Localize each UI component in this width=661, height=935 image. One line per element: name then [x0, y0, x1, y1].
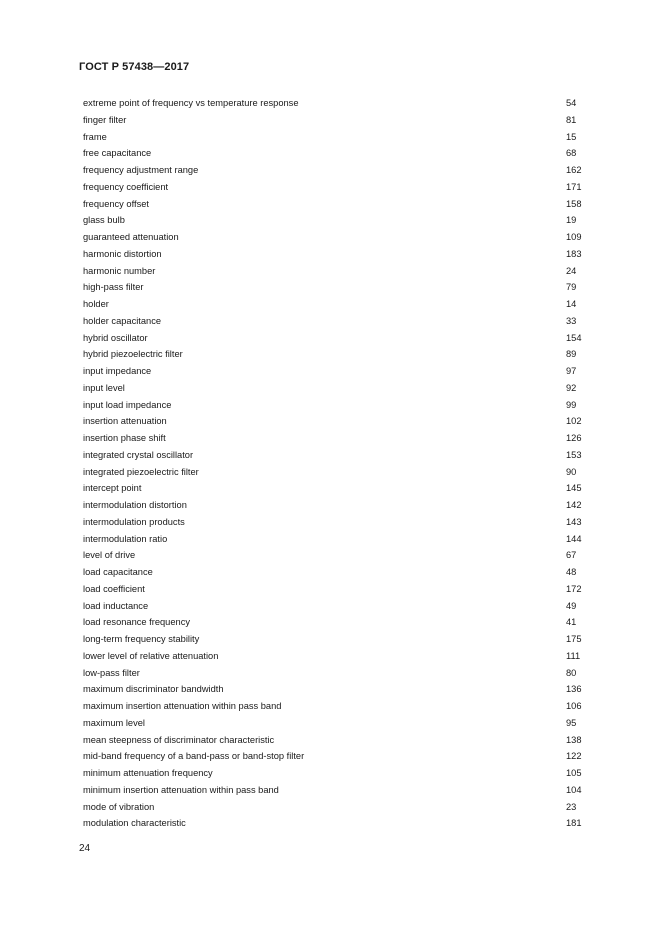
index-page-reference: 183 [566, 248, 582, 259]
index-term: hybrid piezoelectric filter [83, 349, 183, 360]
index-term: load coefficient [83, 583, 145, 594]
index-term: load inductance [83, 600, 149, 611]
index-term: finger filter [83, 114, 127, 125]
index-page-reference: 81 [566, 114, 577, 125]
index-page-reference: 143 [566, 516, 582, 527]
index-term: maximum level [83, 717, 145, 728]
index-term: frequency coefficient [83, 181, 169, 192]
index-row [83, 748, 583, 765]
index-page-reference: 154 [566, 332, 582, 343]
index-row [83, 162, 583, 179]
index-row [83, 564, 583, 581]
index-row [83, 397, 583, 414]
index-row [83, 648, 583, 665]
index-page-reference: 138 [566, 734, 582, 745]
index-row [83, 430, 583, 447]
index-row [83, 765, 583, 782]
index-term: integrated crystal oscillator [83, 449, 194, 460]
index-term: load capacitance [83, 567, 153, 577]
index-term: input level [83, 382, 125, 393]
index-row [83, 480, 583, 497]
index-term: frame [83, 131, 107, 142]
index-row [83, 681, 583, 698]
index-term: maximum insertion attenuation within pass band [83, 701, 282, 711]
index-row [83, 363, 583, 380]
index-page-reference: 145 [566, 483, 582, 494]
index-page-reference: 181 [566, 818, 582, 829]
index-row [83, 380, 583, 397]
index-row [83, 598, 583, 615]
index-page-reference: 15 [566, 131, 577, 142]
index-row [83, 263, 583, 280]
index-row [83, 514, 583, 531]
index-row [83, 732, 583, 749]
index-term: free capacitance [83, 148, 152, 159]
index-page-reference: 68 [566, 148, 577, 159]
index-page-reference: 80 [566, 667, 577, 678]
index-page-reference: 99 [566, 399, 577, 410]
index-page-reference: 171 [566, 181, 582, 192]
index-term: load resonance frequency [83, 617, 190, 628]
index-page-reference: 102 [566, 416, 582, 427]
index-term: low-pass filter [83, 667, 140, 678]
index-term: long-term frequency stability [83, 634, 200, 644]
index-row [83, 547, 583, 564]
index-page-reference: 49 [566, 600, 577, 611]
index-page-reference: 153 [566, 449, 582, 460]
index-term: lower level of relative attenuation [83, 650, 219, 661]
index-term: input load impedance [83, 399, 172, 410]
index-term: insertion attenuation [83, 416, 167, 427]
index-page-reference: 54 [566, 98, 577, 108]
index-row [83, 715, 583, 732]
index-term: intermodulation ratio [83, 533, 168, 544]
index-term: frequency offset [83, 198, 149, 209]
index-row [83, 815, 583, 832]
index-term: extreme point of frequency vs temperature response [83, 98, 299, 108]
index-row [83, 246, 583, 263]
index-term: integrated piezoelectric filter [83, 466, 199, 477]
index-row [83, 229, 583, 246]
index-row [83, 95, 583, 112]
index-row [83, 279, 583, 296]
index-page-reference: 158 [566, 198, 582, 209]
index-row [83, 614, 583, 631]
index-page-reference: 122 [566, 751, 582, 762]
index-row [83, 212, 583, 229]
index-row [83, 313, 583, 330]
index-term: holder [83, 299, 109, 309]
index-page-reference: 48 [566, 567, 577, 577]
index-term: guaranteed attenuation [83, 232, 179, 242]
index-row [83, 413, 583, 430]
index-page-reference: 97 [566, 366, 577, 376]
index-term: maximum discriminator bandwidth [83, 684, 224, 695]
index-term: harmonic number [83, 265, 156, 276]
index-term: mode of vibration [83, 801, 155, 812]
index-page-reference: 14 [566, 299, 577, 309]
index-page-reference: 105 [566, 768, 582, 778]
index-page-reference: 92 [566, 382, 577, 393]
index-term: insertion phase shift [83, 433, 166, 443]
index-page-reference: 41 [566, 617, 577, 628]
index-row [83, 799, 583, 816]
index-term: glass bulb [83, 215, 125, 226]
index-row [83, 346, 583, 363]
index-row [83, 698, 583, 715]
index-term: intermodulation products [83, 516, 185, 527]
index-row [83, 129, 583, 146]
index-row [83, 196, 583, 213]
index-page-reference: 111 [566, 650, 581, 661]
index-page-reference: 79 [566, 282, 577, 293]
index-row [83, 145, 583, 162]
index-page-reference: 136 [566, 684, 582, 695]
index-row [83, 665, 583, 682]
index-page-reference: 104 [566, 784, 582, 795]
index-page-reference: 175 [566, 634, 582, 644]
index-page-reference: 24 [566, 265, 577, 276]
index-page-reference: 126 [566, 433, 582, 443]
index-page-reference: 109 [566, 232, 582, 242]
index-term: minimum attenuation frequency [83, 768, 213, 778]
index-page-reference: 95 [566, 717, 577, 728]
index-row [83, 782, 583, 799]
index-page-reference: 67 [566, 550, 577, 561]
index-page-reference: 19 [566, 215, 577, 226]
index-term: intercept point [83, 483, 142, 494]
term-index-list [83, 95, 583, 832]
index-term: intermodulation distortion [83, 500, 187, 510]
index-term: holder capacitance [83, 315, 162, 326]
page-footer [79, 843, 90, 854]
index-row [83, 112, 583, 129]
index-term: mid-band frequency of a band-pass or band-stop filter [83, 751, 305, 762]
index-page-reference: 162 [566, 165, 582, 175]
index-term: harmonic distortion [83, 248, 162, 259]
index-page-reference: 89 [566, 349, 577, 360]
index-row [83, 497, 583, 514]
page-number: 24 [79, 843, 91, 854]
index-row [83, 330, 583, 347]
index-row [83, 447, 583, 464]
index-term: mean steepness of discriminator characteristic [83, 734, 275, 745]
index-term: frequency adjustment range [83, 165, 199, 175]
index-page-reference: 33 [566, 315, 577, 326]
index-term: input impedance [83, 366, 152, 376]
document-header [79, 61, 189, 73]
index-row [83, 631, 583, 648]
index-page-reference: 144 [566, 533, 582, 544]
index-term: hybrid oscillator [83, 332, 148, 343]
index-row [83, 581, 583, 598]
index-row [83, 464, 583, 481]
index-page-reference: 106 [566, 701, 582, 711]
index-term: modulation characteristic [83, 818, 186, 829]
index-page-reference: 142 [566, 500, 582, 510]
index-page-reference: 90 [566, 466, 577, 477]
index-row [83, 296, 583, 313]
index-row [83, 531, 583, 548]
index-term: level of drive [83, 550, 136, 561]
index-page-reference: 23 [566, 801, 577, 812]
index-page-reference: 172 [566, 583, 582, 594]
index-term: high-pass filter [83, 282, 144, 293]
standard-designation: ГОСТ Р 57438—2017 [79, 61, 190, 73]
index-term: minimum insertion attenuation within pass band [83, 784, 279, 795]
index-row [83, 179, 583, 196]
